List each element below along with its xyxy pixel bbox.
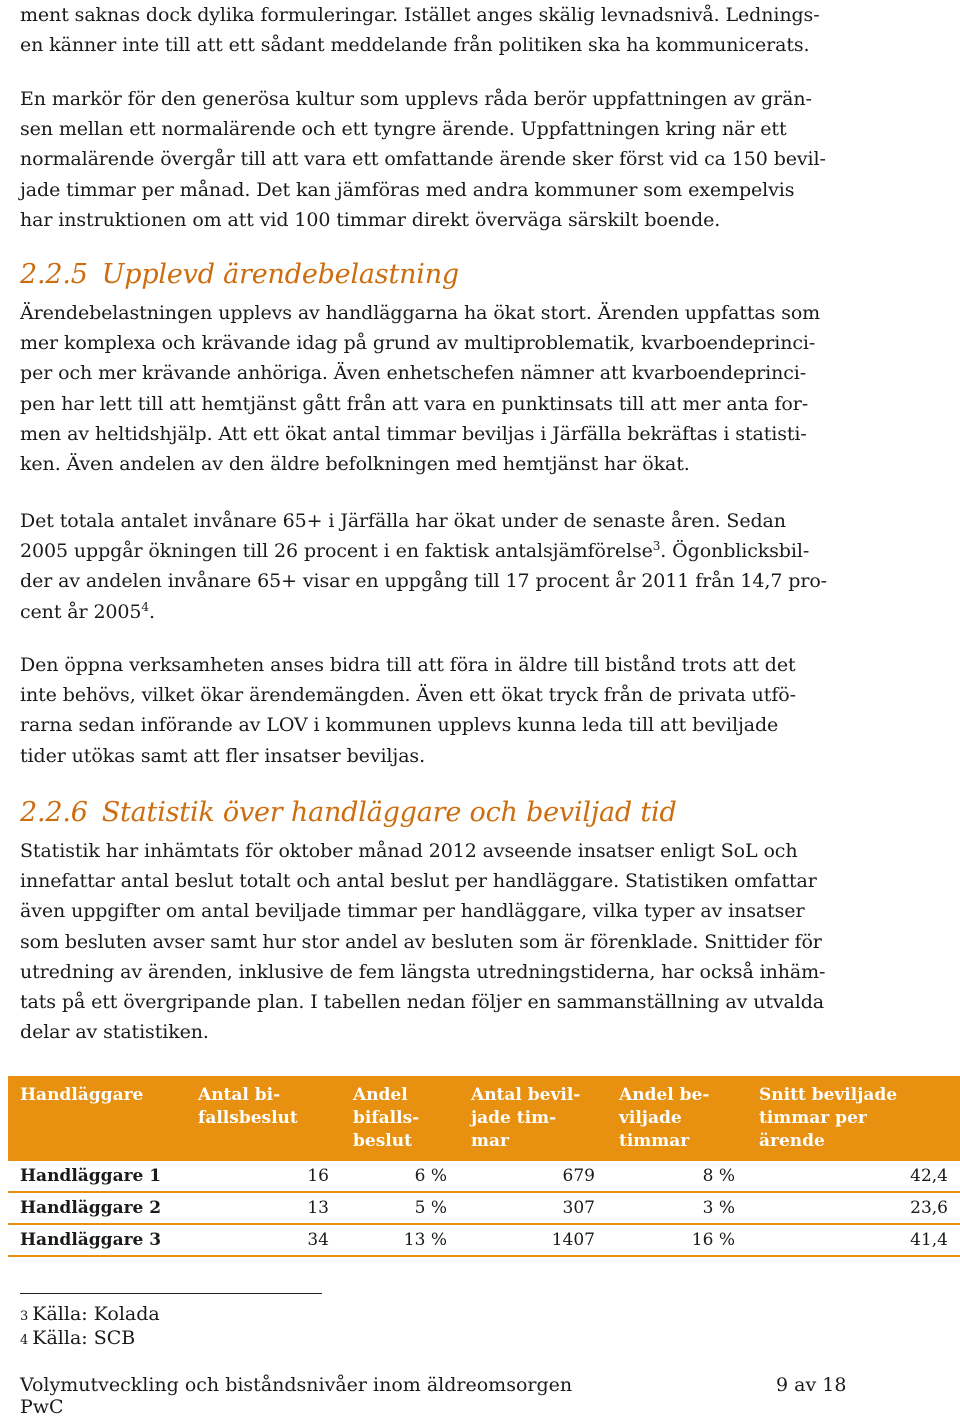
footer-document-title: Volymutveckling och biståndsnivåer inom äldreomsorgen (20, 1374, 573, 1396)
table-cell: 307 (459, 1192, 607, 1224)
text-line: jade timmar per månad. Det kan jämföras med andra kommuner som exempelvis (20, 178, 795, 201)
header-line: beslut (353, 1131, 412, 1151)
footnote-ref: 3 (652, 539, 661, 554)
column-header (8, 1076, 186, 1160)
paragraph (20, 298, 820, 479)
header-line: Antal bevil- (471, 1085, 581, 1105)
text-line: Statistik har inhämtats för oktober månad 2012 avseende insatser enligt SoL och (20, 840, 798, 862)
footnote-divider (20, 1293, 322, 1294)
table-cell: 34 (186, 1224, 341, 1256)
table-cell: Handläggare 3 (8, 1224, 186, 1256)
table-cell: 13 % (341, 1224, 459, 1256)
table-row (8, 1160, 960, 1192)
table-cell: 1407 (459, 1224, 607, 1256)
footer-page-number: 9 av 18 (776, 1374, 847, 1396)
text-segment: 2005 uppgår ökningen till 26 procent i en faktisk antalsjämförelse (20, 540, 653, 563)
text-line: tider utökas samt att fler insatser beviljas. (20, 744, 426, 767)
text-line: ken. Även andelen av den äldre befolkningen med hemtjänst har ökat. (20, 453, 690, 476)
table-cell: 5 % (341, 1192, 459, 1224)
text-line: inte behövs, vilket ökar ärendemängden. Även ett ökat tryck från de privata utfö- (20, 684, 796, 707)
table-header-row (8, 1076, 960, 1160)
text-line: sen mellan ett normalärende och ett tyngre ärende. Uppfattningen kring när ett (20, 118, 787, 141)
text-line: normalärende övergår till att vara ett omfattande ärende sker först vid ca 150 bevil- (20, 148, 826, 171)
footnote (20, 1302, 160, 1329)
header-line: timmar per (759, 1108, 867, 1128)
section-number: 2.2.5 (20, 259, 88, 290)
text-segment: . Ögonblicksbil- (660, 540, 810, 563)
footer-organization: PwC (20, 1396, 64, 1418)
text-line: Ärendebelastningen upplevs av handläggarna ha ökat stort. Ärenden uppfattas som (20, 302, 821, 324)
header-line: fallsbeslut (198, 1108, 298, 1128)
section-number: 2.2.6 (20, 797, 88, 828)
text-line: mer komplexa och krävande idag på grund av multiproblematik, kvarboendeprinci- (20, 332, 816, 355)
text-line: men av heltidshjälp. Att ett ökat antal timmar beviljas i Järfälla bekräftas i statisti- (20, 422, 807, 445)
footnote-number: 3 (20, 1309, 29, 1324)
table-cell: 8 % (607, 1160, 747, 1192)
table-cell: Handläggare 1 (8, 1160, 186, 1192)
table-cell: Handläggare 2 (8, 1192, 186, 1224)
section-heading (20, 796, 677, 830)
text-segment: cent år 2005 (20, 600, 142, 623)
header-line: timmar (619, 1131, 690, 1151)
text-line: tats på ett övergripande plan. I tabellen nedan följer en sammanställning av utvalda (20, 991, 825, 1014)
header-line: Snitt beviljade (759, 1085, 898, 1105)
table-cell: 23,6 (747, 1192, 960, 1224)
table-cell: 6 % (341, 1160, 459, 1192)
paragraph (20, 0, 820, 60)
header-line: jade tim- (471, 1108, 557, 1128)
table-cell: 16 (186, 1160, 341, 1192)
footnote-ref: 4 (141, 599, 149, 614)
table-cell: 3 % (607, 1192, 747, 1224)
header-line: mar (471, 1131, 509, 1151)
header-line: Antal bi- (198, 1085, 281, 1105)
text-segment: . (148, 600, 155, 623)
text-line: rarna sedan införande av LOV i kommunen upplevs kunna leda till att beviljade (20, 714, 779, 737)
table-cell: 679 (459, 1160, 607, 1192)
section-title: Upplevd ärendebelastning (101, 259, 459, 290)
text-line: per och mer krävande anhöriga. Även enhetschefen nämner att kvarboendeprinci- (20, 362, 807, 385)
column-header (607, 1076, 747, 1160)
text-line: der av andelen invånare 65+ visar en uppgång till 17 procent år 2011 från 14,7 pro- (20, 570, 827, 593)
text-line: en känner inte till att ett sådant meddelande från politiken ska ha kommunicerats. (20, 34, 810, 57)
text-line: har instruktionen om att vid 100 timmar direkt överväga särskilt boende. (20, 208, 721, 231)
text-line: innefattar antal beslut totalt och antal beslut per handläggare. Statistiken omfattar (20, 870, 817, 893)
paragraph (20, 836, 825, 1047)
table-cell: 13 (186, 1192, 341, 1224)
text-line: även uppgifter om antal beviljade timmar per handläggare, vilka typer av insatser (20, 900, 805, 923)
text-line: En markör för den generösa kultur som upplevs råda berör uppfattningen av grän- (20, 88, 812, 110)
footnote-text: Källa: Kolada (32, 1303, 160, 1325)
text-line: utredning av ärenden, inklusive de fem längsta utredningstiderna, har också inhäm- (20, 960, 826, 983)
table-cell: 16 % (607, 1224, 747, 1256)
text-line (20, 597, 827, 627)
text-line: Det totala antalet invånare 65+ i Järfälla har ökat under de senaste åren. Sedan (20, 510, 786, 532)
section-title: Statistik över handläggare och beviljad tid (101, 797, 677, 828)
text-line: delar av statistiken. (20, 1021, 209, 1044)
paragraph (20, 650, 796, 771)
text-line: pen har lett till att hemtjänst gått från att vara en punktinsats till att mer anta for- (20, 392, 809, 415)
table-row (8, 1192, 960, 1224)
paragraph (20, 506, 827, 627)
header-line: ärende (759, 1131, 825, 1151)
header-line: Andel be- (619, 1085, 710, 1105)
column-header (747, 1076, 960, 1160)
footnote (20, 1326, 135, 1353)
section-heading (20, 258, 459, 292)
table-row (8, 1224, 960, 1256)
footnote-text: Källa: SCB (32, 1327, 136, 1349)
table-cell: 42,4 (747, 1160, 960, 1192)
table-cell: 41,4 (747, 1224, 960, 1256)
header-line: Handläggare (20, 1085, 144, 1105)
text-line: ment saknas dock dylika formuleringar. Istället anges skälig levnadsnivå. Lednings- (20, 4, 820, 26)
statistics-table (8, 1076, 960, 1257)
text-line: Den öppna verksamheten anses bidra till att föra in äldre till bistånd trots att det (20, 654, 796, 676)
footnote-number: 4 (20, 1333, 29, 1348)
text-line: som besluten avser samt hur stor andel av besluten som är förenklade. Snittider för (20, 930, 822, 953)
column-header (459, 1076, 607, 1160)
header-line: Andel (353, 1085, 408, 1105)
text-line (20, 536, 827, 566)
header-line: bifalls- (353, 1108, 420, 1128)
column-header (341, 1076, 459, 1160)
paragraph (20, 84, 826, 235)
column-header (186, 1076, 341, 1160)
header-line: viljade (619, 1108, 682, 1128)
